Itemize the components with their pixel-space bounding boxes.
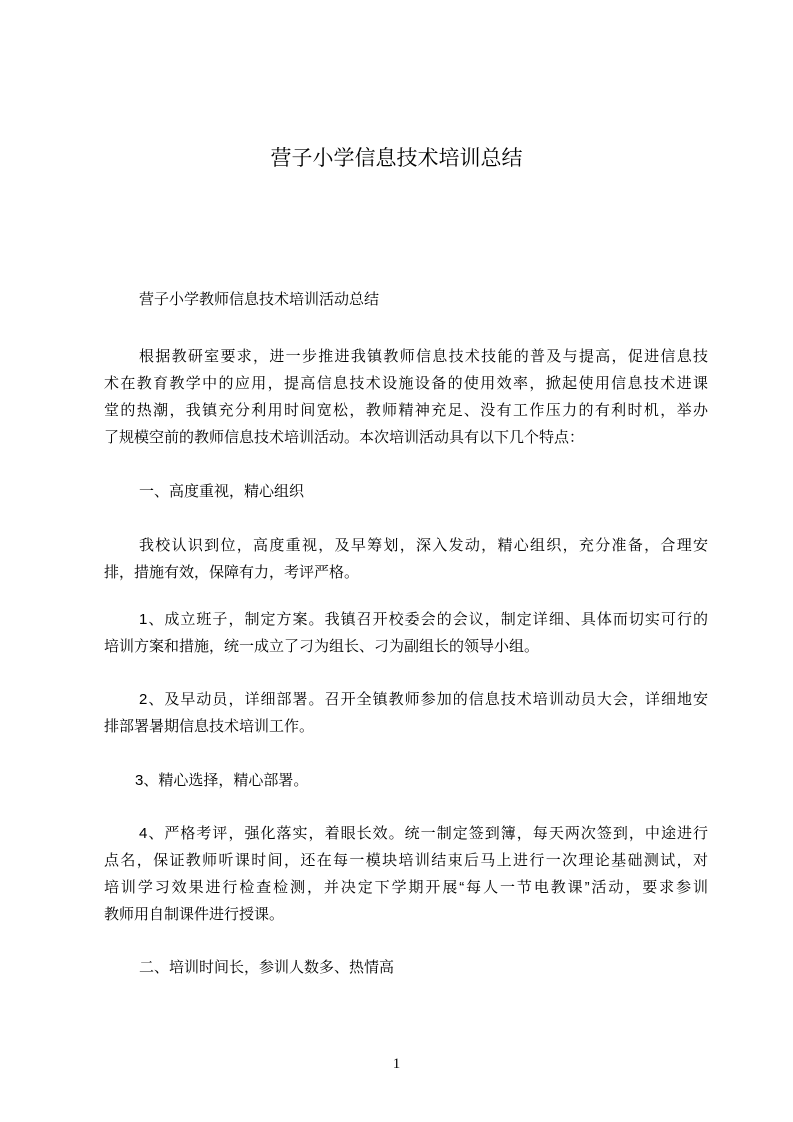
paragraph-line: 我校认识到位，高度重视，及早筹划，深入发动，精心组织，充分准备，合理安 [139,537,708,554]
item-4-line: 教师用自制课件进行授课。 [104,906,285,923]
section-heading-2: 二、培训时间长，参训人数多、热情高 [139,959,395,976]
subtitle: 营子小学教师信息技术培训活动总结 [139,291,380,308]
intro-line: 了规模空前的教师信息技术培训活动。本次培训活动具有以下几个特点： [104,429,585,446]
section-heading-1: 一、高度重视，精心组织 [139,483,305,500]
item-4-line: 4、严格考评，强化落实，着眼长效。统一制定签到簿，每天两次签到，中途进行 [139,825,708,842]
item-1-line: 1、成立班子，制定方案。我镇召开校委会的会议，制定详细、具体而切实可行的 [139,611,708,628]
item-4-line: 点名，保证教师听课时间，还在每一模块培训结束后马上进行一次理论基础测试，对 [104,852,708,869]
intro-line: 堂的热潮，我镇充分利用时间宽松，教师精神充足、没有工作压力的有利时机，举办 [104,402,708,419]
intro-line: 术在教育教学中的应用，提高信息技术设施设备的使用效率，掀起使用信息技术进课 [104,375,708,392]
document-title: 营子小学信息技术培训总结 [270,147,523,170]
item-3-line: 3、精心选择，精心部署。 [135,772,309,789]
item-4-line: 培训学习效果进行检查检测，并决定下学期开展“每人一节电教课”活动，要求参训 [104,879,708,896]
intro-line: 根据教研室要求，进一步推进我镇教师信息技术技能的普及与提高，促进信息技 [139,348,708,365]
item-2-line: 2、及早动员，详细部署。召开全镇教师参加的信息技术培训动员大会，详细地安 [139,691,708,708]
paragraph-line: 排，措施有效，保障有力，考评严格。 [104,564,360,581]
item-1-line: 培训方案和措施，统一成立了刁为组长、刁为副组长的领导小组。 [104,638,540,655]
page-number: 1 [392,1056,401,1072]
item-2-line: 排部署暑期信息技术培训工作。 [104,718,315,735]
